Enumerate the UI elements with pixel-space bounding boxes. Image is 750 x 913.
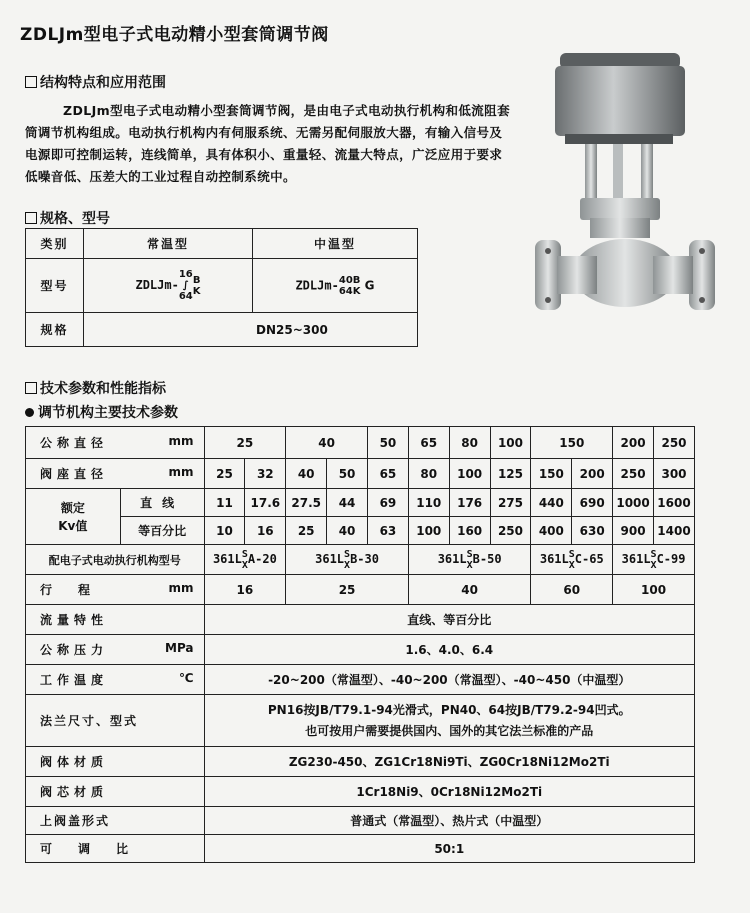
frac-top: 40B [338,274,361,286]
pct-cell: 100 [408,517,449,545]
model-suffix [193,275,201,297]
spec-medium-model [253,259,418,313]
stroke-cell: 25 [286,575,409,605]
linear-cell: 690 [572,489,613,517]
linear-row [26,489,695,517]
seat-row-label [26,459,205,489]
seat-row [26,459,695,489]
flow-label: 流量特性 [26,605,205,635]
actuator-post: B-30 [350,552,379,566]
core-label: 阀芯材质 [26,777,205,807]
section-spec-label: 规格、型号 [40,211,110,227]
spec-normal: 常温型 [84,229,253,259]
unit: mm [168,581,194,595]
nominal-cell: 50 [367,427,408,459]
unit: mm [168,465,194,479]
nominal-cell: 250 [654,427,695,459]
model-prefix: ZDLJm- [135,278,179,292]
actuator-pre: 361L [539,552,569,566]
pct-cell: 250 [490,517,531,545]
linear-cell: 44 [327,489,368,517]
actuator-post: A-20 [247,552,277,566]
nominal-label: 公称直径 [40,436,109,450]
seat-cell: 50 [327,459,368,489]
frac-top: 16 [178,269,193,280]
section-tech-label: 技术参数和性能指标 [40,381,166,397]
pct-cell: 900 [613,517,654,545]
flange-line-1: PN16按JB/T79.1-94光滑式，PN40、64按JB/T79.2-94凹式。 [267,702,631,717]
seat-cell: 150 [531,459,572,489]
intro-paragraph: ZDLJm型电子式电动精小型套筒调节阀，是由电子式电动执行机构和低流阻套筒调节机构组成。电动执行机构内有伺服系统、无需另配伺服放大器，有输入信号及电源即可控制运转，连线简单，具有体积小、重量轻、流量大特点，广泛应用于要求低噪音低、压差大的工业过程自动控制系统中。 [25,103,510,184]
valve-product-image [525,48,725,328]
actuator-top: S [466,548,473,560]
nominal-row-label [26,427,205,459]
model-prefix: ZDLJm- [295,278,339,292]
bonnet-label: 上阀盖形式 [26,807,205,835]
seat-cell: 100 [449,459,490,489]
seat-cell: 32 [245,459,286,489]
model-fraction [339,275,361,297]
bullet-icon [25,408,34,417]
tech-table [25,426,695,863]
actuator-top: S [650,548,657,560]
seat-cell: 300 [654,459,695,489]
stroke-cell: 16 [204,575,286,605]
actuator-bot: X [241,559,248,571]
spec-table [25,228,418,347]
linear-cell: 110 [408,489,449,517]
pressure-value: 1.6、4.0、6.4 [204,635,694,665]
suffix-top: B [192,274,201,286]
actuator-bot: X [344,559,351,571]
actuator-model [437,548,502,571]
spec-size-label: 规格 [26,313,84,347]
section-features-label: 结构特点和应用范围 [40,75,166,91]
actuator-model [315,548,379,571]
page-title: ZDLJm型电子式电动精小型套筒调节阀 [20,25,329,45]
bonnet-value: 普通式（常温型）、热片式（中温型） [204,807,694,835]
pct-cell: 160 [449,517,490,545]
seat-cell: 40 [286,459,327,489]
kv-label [26,489,121,545]
temp-label: 工作温度 [40,673,109,687]
unit: mm [168,434,194,448]
actuator-post: C-99 [656,552,686,566]
pct-cell: 1400 [654,517,695,545]
seat-cell: 250 [613,459,654,489]
spec-medium: 中温型 [253,229,418,259]
linear-label: 直线 [120,489,204,517]
pct-row [26,517,695,545]
nominal-cell: 25 [204,427,286,459]
actuator-pre: 361L [315,552,345,566]
checkbox-square-icon [25,382,37,394]
pct-cell: 400 [531,517,572,545]
temp-value: -20~200（常温型）、-40~200（常温型）、-40~450（中温型） [204,665,694,695]
pct-cell: 40 [327,517,368,545]
flange-label: 法兰尺寸、型式 [26,695,205,747]
nominal-cell: 80 [449,427,490,459]
range-value: 50:1 [204,835,694,863]
actuator-post: B-50 [472,552,502,566]
actuator-top: S [241,548,248,560]
linear-cell: 440 [531,489,572,517]
actuator-pre: 361L [437,552,467,566]
linear-cell: 275 [490,489,531,517]
seat-cell: 65 [367,459,408,489]
frac-bottom: 64K [338,285,361,297]
section-features [25,72,166,92]
actuator-model [621,548,686,571]
linear-cell: 17.6 [245,489,286,517]
linear-cell: 69 [367,489,408,517]
kv-label-1: 额定 [60,500,85,515]
stroke-row-label [26,575,205,605]
seat-cell: 80 [408,459,449,489]
checkbox-square-icon [25,212,37,224]
model-suffix: G [364,278,375,292]
spec-model-label: 型号 [26,259,84,313]
pct-cell: 16 [245,517,286,545]
flow-value: 直线、等百分比 [204,605,694,635]
linear-cell: 11 [204,489,245,517]
pct-cell: 630 [572,517,613,545]
temp-row-label [26,665,205,695]
model-fraction: 16 ∫ 64 [178,269,193,302]
actuator-top: S [568,548,575,560]
nominal-cell: 150 [531,427,613,459]
actuator-bot: X [466,559,473,571]
actuator-pre: 361L [212,552,242,566]
linear-cell: 1000 [613,489,654,517]
unit: MPa [165,641,194,655]
spec-col-label: 类别 [26,229,84,259]
section-sub-label: 调节机构主要技术参数 [38,405,178,421]
linear-cell: 1600 [654,489,695,517]
pct-cell: 10 [204,517,245,545]
nominal-cell: 65 [408,427,449,459]
pct-label: 等百分比 [120,517,204,545]
actuator-cell [531,545,613,575]
seat-label: 阀座直径 [40,467,109,481]
seat-cell: 125 [490,459,531,489]
flange-line-2: 也可按用户需要提供国内、国外的其它法兰标准的产品 [305,723,594,738]
stroke-label: 行程 [40,583,117,597]
frac-bottom: 64 [178,291,193,302]
section-sub [25,402,178,422]
unit: ℃ [178,671,194,685]
actuator-cell [613,545,695,575]
actuator-post: C-65 [574,552,604,566]
actuator-top: S [344,548,351,560]
actuator-cell [408,545,531,575]
stroke-cell: 60 [531,575,613,605]
actuator-bot: X [650,559,657,571]
pct-cell: 25 [286,517,327,545]
linear-cell: 27.5 [286,489,327,517]
linear-cell: 176 [449,489,490,517]
nominal-cell: 200 [613,427,654,459]
range-label: 可调比 [26,835,205,863]
body-label: 阀体材质 [26,747,205,777]
section-tech [25,378,166,398]
actuator-cell [286,545,409,575]
actuator-cell [204,545,286,575]
spec-normal-model [84,259,253,313]
actuator-model [539,548,604,571]
pct-cell: 63 [367,517,408,545]
checkbox-square-icon [25,76,37,88]
pressure-row-label [26,635,205,665]
seat-cell: 200 [572,459,613,489]
seat-cell: 25 [204,459,245,489]
actuator-model [212,548,277,571]
nominal-cell: 40 [286,427,368,459]
suffix-bottom: K [192,285,201,297]
actuator-pre: 361L [621,552,651,566]
flange-value [204,695,694,747]
stroke-cell: 40 [408,575,531,605]
stroke-cell: 100 [613,575,695,605]
pressure-label: 公称压力 [40,643,109,657]
spec-size-value: DN25~300 [84,313,418,347]
body-value: ZG230-450、ZG1Cr18Ni9Ti、ZG0Cr18Ni12Mo2Ti [204,747,694,777]
actuator-bot: X [568,559,575,571]
core-value: 1Cr18Ni9、0Cr18Ni12Mo2Ti [204,777,694,807]
nominal-cell: 100 [490,427,531,459]
actuator-label: 配电子式电动执行机构型号 [26,545,205,575]
kv-label-2: Kv值 [58,518,88,533]
section-spec [25,208,110,228]
